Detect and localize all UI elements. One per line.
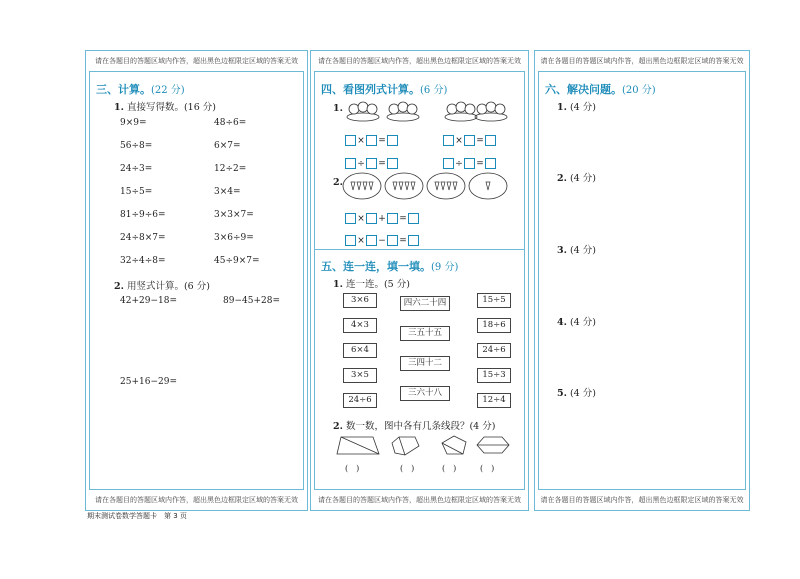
problem-item: 5. (4 分)	[557, 388, 596, 399]
operator: =	[399, 213, 407, 224]
operator: +	[378, 213, 386, 224]
notice-top: 请在各题目的答题区域内作答，超出黑色边框限定区域的答案无效	[318, 57, 521, 65]
operator: ÷	[455, 158, 463, 169]
vertical-calc-item: 89−45+28=	[223, 296, 280, 306]
notice-bottom: 请在各题目的答题区域内作答，超出黑色边框限定区域的答案无效	[318, 496, 521, 504]
operator: ÷	[357, 158, 365, 169]
problem-item: 2. (4 分)	[557, 173, 596, 184]
notice-top: 请在各题目的答题区域内作答，超出黑色边框限定区域的答案无效	[540, 57, 744, 65]
notice-bottom: 请在各题目的答题区域内作答，超出黑色边框限定区域的答案无效	[540, 496, 744, 504]
operator: =	[476, 135, 484, 146]
q2-label: 2. 用竖式计算。(6 分)	[114, 281, 210, 292]
q1-number: 1.	[333, 103, 343, 114]
answer-column-3	[534, 50, 750, 511]
operator: −	[378, 235, 386, 246]
answer-paren[interactable]: ( )	[400, 464, 415, 473]
answer-column-2	[310, 50, 529, 511]
match-card-left[interactable]: 6×4	[343, 343, 377, 358]
q2-label: 2. 数一数，图中各有几条线段？(4 分)	[333, 421, 496, 432]
section-4-title: 四、看图列式计算。(6 分)	[321, 83, 448, 96]
section-6-title: 六、解决问题。(20 分)	[545, 83, 656, 96]
problem-item: 1. (4 分)	[557, 102, 596, 113]
calc-item: 3×3×7=	[214, 210, 254, 220]
match-card-middle[interactable]: 三六十八	[400, 386, 450, 401]
match-card-left[interactable]: 4×3	[343, 318, 377, 333]
hexagon-diamond-shape	[442, 436, 466, 454]
hexagon-shape	[477, 437, 509, 453]
calc-item: 3×4=	[214, 187, 241, 197]
match-card-middle[interactable]: 三五十五	[400, 326, 450, 341]
operator: =	[378, 158, 386, 169]
section-3-box	[89, 71, 304, 490]
vertical-calc-item: 42+29−18=	[120, 296, 177, 306]
section-6-box	[538, 71, 746, 490]
answer-paren[interactable]: ( )	[345, 464, 360, 473]
quadrilateral-shape	[337, 437, 379, 454]
section-3-title: 三、计算。(22 分)	[96, 83, 185, 96]
match-card-right[interactable]: 12÷4	[477, 393, 511, 408]
calc-item: 56÷8=	[120, 141, 153, 151]
answer-column-1	[85, 50, 308, 511]
operator: ×	[357, 235, 365, 246]
calc-item: 12÷2=	[214, 164, 247, 174]
match-card-middle[interactable]: 四六二十四	[400, 296, 450, 311]
section-5-title: 五、连一连，填一填。(9 分)	[321, 260, 459, 273]
operator: =	[378, 135, 386, 146]
shapes-illustration	[335, 434, 515, 458]
match-card-right[interactable]: 15÷3	[477, 368, 511, 383]
q1-label: 1. 直接写得数。(16 分)	[114, 102, 216, 113]
problem-item: 4. (4 分)	[557, 317, 596, 328]
vertical-calc-item: 25+16−29=	[120, 377, 177, 387]
pentagon-shape	[392, 437, 419, 455]
operator: ×	[455, 135, 463, 146]
operator: =	[476, 158, 484, 169]
q1-label: 1. 连一连。(5 分)	[333, 279, 410, 290]
match-card-right[interactable]: 15÷5	[477, 293, 511, 308]
calc-item: 81÷9÷6=	[120, 210, 166, 220]
match-card-right[interactable]: 24÷6	[477, 343, 511, 358]
calc-item: 48÷6=	[214, 118, 247, 128]
notice-bottom: 请在各题目的答题区域内作答，超出黑色边框限定区域的答案无效	[95, 496, 298, 504]
calc-item: 32÷4÷8=	[120, 256, 166, 266]
calc-item: 6×7=	[214, 141, 241, 151]
calc-item: 15÷5=	[120, 187, 153, 197]
calc-item: 24÷3=	[120, 164, 153, 174]
match-card-left[interactable]: 24÷6	[343, 393, 377, 408]
problem-item: 3. (4 分)	[557, 245, 596, 256]
operator: ×	[357, 135, 365, 146]
calc-item: 45÷9×7=	[214, 256, 260, 266]
answer-paren[interactable]: ( )	[442, 464, 457, 473]
page-footer: 期末测试卷数学答题卡 第 3 页	[87, 512, 187, 520]
calc-item: 24÷8×7=	[120, 233, 166, 243]
calc-item: 3×6÷9=	[214, 233, 254, 243]
answer-paren[interactable]: ( )	[480, 464, 495, 473]
q2-number: 2.	[333, 177, 343, 188]
match-card-left[interactable]: 3×5	[343, 368, 377, 383]
match-card-middle[interactable]: 三四十二	[400, 356, 450, 371]
notice-top: 请在各题目的答题区域内作答，超出黑色边框限定区域的答案无效	[95, 57, 298, 65]
operator: ×	[357, 213, 365, 224]
calc-item: 9×9=	[120, 118, 147, 128]
match-card-right[interactable]: 18÷6	[477, 318, 511, 333]
operator: =	[399, 235, 407, 246]
section-4-5-box	[314, 71, 525, 490]
match-card-left[interactable]: 3×6	[343, 293, 377, 308]
